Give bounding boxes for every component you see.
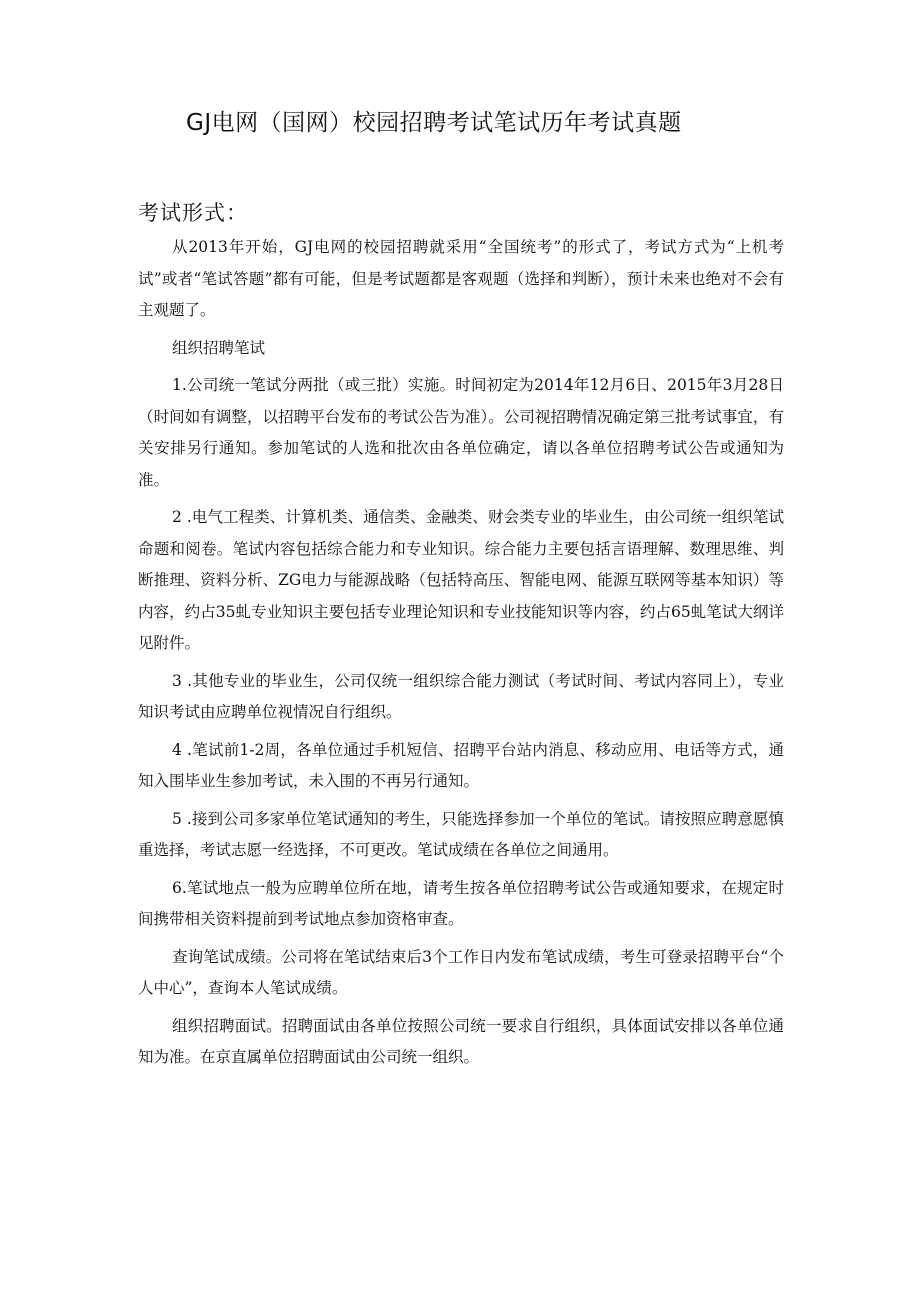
section-heading: 考试形式： <box>138 201 248 225</box>
paragraph-item-6: 6.笔试地点一般为应聘单位所在地，请考生按各单位招聘考试公告或通知要求，在规定时间携带相关资料提前到考试地点参加资格审查。 <box>138 878 784 928</box>
paragraph-intro: 从2013年开始，GJ电网的校园招聘就采用“全国统考”的形式了，考试方式为“上机考试”或者“笔试答题”都有可能，但是考试题都是客观题（选择和判断），预计未来也绝对不会有主观题了。 <box>138 238 784 319</box>
paragraph-item-1: 1.公司统一笔试分两批（或三批）实施。时间初定为2014年12月6日、2015年3月28日（时间如有调整，以招聘平台发布的考试公告为准）。公司视招聘情况确定第三批考试事宜，有关安排另行通知。参加笔试的人选和批次由各单位确定，请以各单位招聘考试公告或通知为准。 <box>138 376 784 489</box>
paragraph-query-score: 查询笔试成绩。公司将在笔试结束后3个工作日内发布笔试成绩，考生可登录招聘平台“个人中心”，查询本人笔试成绩。 <box>138 947 784 997</box>
document-title: GJ电网（国网）校园招聘考试笔试历年考试真题 <box>186 110 682 136</box>
paragraph-written-exam-heading: 组织招聘笔试 <box>172 338 266 357</box>
paragraph-item-3: 3 .其他专业的毕业生，公司仅统一组织综合能力测试（考试时间、考试内容同上），专业知识考试由应聘单位视情况自行组织。 <box>138 671 784 721</box>
document-body <box>138 232 784 1080</box>
paragraph-interview: 组织招聘面试。招聘面试由各单位按照公司统一要求自行组织，具体面试安排以各单位通知为准。在京直属单位招聘面试由公司统一组织。 <box>138 1016 784 1066</box>
paragraph-item-4: 4 .笔试前1-2周，各单位通过手机短信、招聘平台站内消息、移动应用、电话等方式，通知入围毕业生参加考试，未入围的不再另行通知。 <box>138 740 784 790</box>
paragraph-item-2: 2 .电气工程类、计算机类、通信类、金融类、财会类专业的毕业生，由公司统一组织笔试命题和阅卷。笔试内容包括综合能力和专业知识。综合能力主要包括言语理解、数理思维、判断推理、资料分析、ZG电力与能源战略（包括特高压、智能电网、能源互联网等基本知识）等内容，约占35虬专业知识主要包括专业理论知识和专业技能知识等内容，约占65虬笔试大纲详见附件。 <box>138 508 784 652</box>
paragraph-item-5: 5 .接到公司多家单位笔试通知的考生，只能选择参加一个单位的笔试。请按照应聘意愿慎重选择，考试志愿一经选择，不可更改。笔试成绩在各单位之间通用。 <box>138 809 784 859</box>
